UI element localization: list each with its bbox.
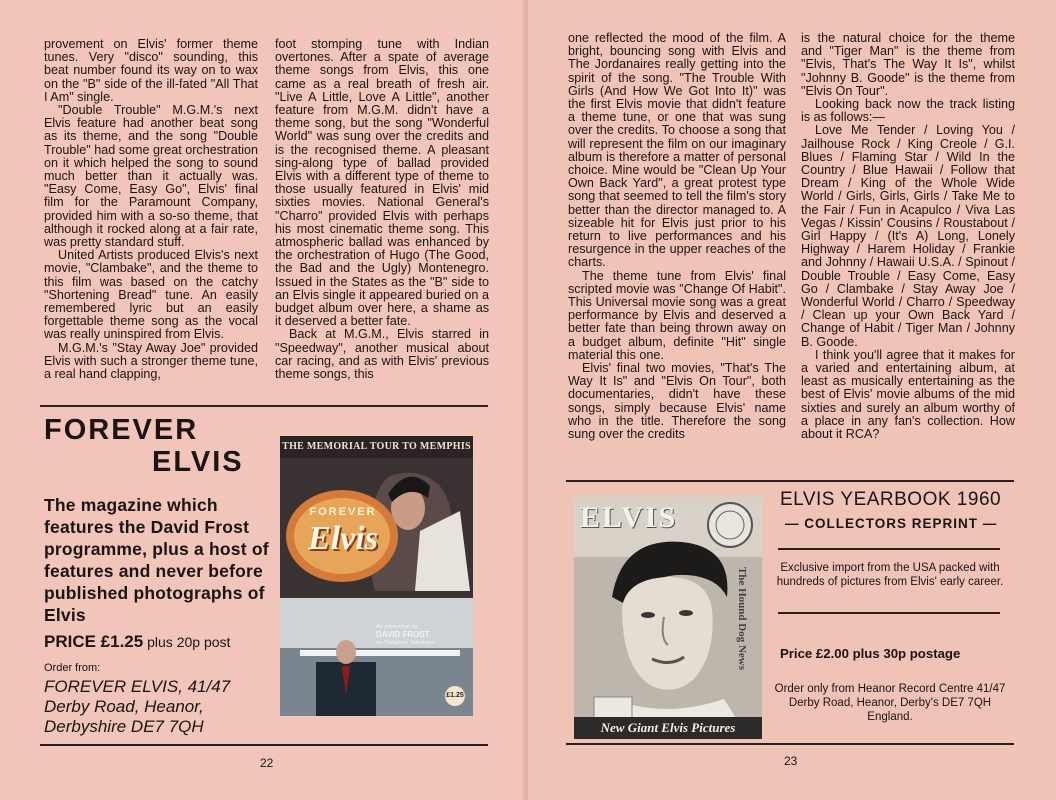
article-paragraph: Love Me Tender / Loving You / Jailhouse Rock / King Creole / G.I. Blues / Flaming Star / Wild In the Country / Blue Hawaii / Follow that Dream / King of the Whole Wide World / Girls, Girls, Girls / Take Me to the Fair / Fun in Acapulco / Viva Las Vegas / Kissin' Cousins / Roustabout / Girl Happy / (It's A) Long, Lonely Highway / Harem Holiday / Frankie and Johnny / Hawaii U.S.A. / Spinout / Double Trouble / Easy Come, Easy Go / Clambake / Stay Away Joe / Wonderful World / Charro / Speedway / Clean up your Own Back Yard / Change of Habit / Tiger Man / Johnny B. Goode. (801, 123, 1015, 349)
forever-elvis-description: The magazine which features the David Frost programme, plus a host of features and never before published photographs of Elvis (44, 495, 269, 625)
forever-elvis-order-label: Order from: (44, 662, 101, 674)
cover-presented-by (376, 624, 435, 647)
article-paragraph: Looking back now the track listing is as follows:— (801, 97, 1015, 125)
article-divider (40, 405, 488, 407)
cover-presented-small: As presented by (376, 624, 418, 630)
yearbook-ad-title: ELVIS YEARBOOK 1960 (780, 489, 1002, 510)
article-paragraph: United Artists produced Elvis's next movie, "Clambake", and the theme to this film was based on the catchy "Shortening Bread" tune. An easily remembered lyric but an easily forgettable theme song as the vocal was really uninspired from Elvis. (44, 248, 258, 342)
right-article-divider (566, 480, 1014, 482)
address-line: FOREVER ELVIS, 41/47 (44, 677, 231, 696)
yearbook-ad-subtitle: — COLLECTORS REPRINT — (785, 516, 998, 531)
cover-presented-name-text: DAVID FROST (376, 630, 430, 639)
article-paragraph: provement on Elvis' former theme tunes. Very "disco" sounding, this beat number found its way on to wax on the "B" side of the ill-fated "All That I Am" single. (44, 37, 258, 104)
forever-elvis-price-post: plus 20p post (143, 634, 231, 650)
left-page-column-2 (275, 38, 489, 381)
article-paragraph: M.G.M.'s "Stay Away Joe" provided Elvis with such a stronger theme tune, a real hand clapping, (44, 340, 258, 382)
forever-elvis-address (44, 677, 284, 737)
yearbook-cover-image (574, 497, 762, 739)
yearbook-cover-masthead: ELVIS (580, 501, 678, 534)
article-paragraph: is the natural choice for the theme and "Tiger Man" is the theme from "Elvis, That's The Way It Is", whilst "Johnny B. Goode" is the theme from "Elvis On Tour". (801, 31, 1015, 98)
right-page-column-2 (801, 32, 1015, 441)
yearbook-rule-1 (778, 548, 1000, 550)
address-line: Derbyshire DE7 7QH (44, 717, 204, 736)
forever-elvis-cover-image (280, 436, 473, 716)
cover-logo-forever: FOREVER (309, 506, 377, 518)
forever-elvis-title-line2: ELVIS (152, 446, 244, 478)
forever-elvis-price (44, 632, 230, 652)
cover-header-text: THE MEMORIAL TOUR TO MEMPHIS (282, 441, 471, 452)
page-number-right: 23 (784, 754, 798, 768)
yearbook-ad-price: Price £2.00 plus 30p postage (780, 646, 961, 661)
article-paragraph: I think you'll agree that it makes for a varied and entertaining album, at least as musically entertaining as the best of Elvis' movie albums of the mid sixties and surely an album worthy of a place in any fan's collection. How about it RCA? (801, 347, 1015, 442)
article-paragraph: foot stomping tune with Indian overtones. After a spate of average theme songs from Elvis, this one came as a real breath of fresh air. "Live A Little, Love A Little", another feature from M.G.M. didn't have a theme song, but the song "Wonderful World" was sung over the credits and is the recognised theme. A pleasant sing-along type of ballad provided Elvis with a different type of theme to those usually featured in Elvis' mid sixties movies. National General's "Charro" provided Elvis with perhaps his most cinematic theme song. This atmospheric ballad was enhanced by the orchestration of Hugo (The Good, the Bad and the Ugly) Montenegro. Issued in the States as the "B" side to an Elvis single it appeared buried on a budget album over here, a shame as it deserved a better fate. (275, 37, 489, 329)
article-paragraph: Elvis' final two movies, "That's The Way It Is" and "Elvis On Tour", both documentaries, didn't have these songs, simply because Elvis' name who in the title. Therefore the song sung over the credits (568, 361, 786, 442)
left-page-column-1 (44, 38, 258, 381)
cover-price-badge: £1.25 (445, 686, 465, 706)
yearbook-rule-2 (778, 612, 1000, 614)
article-paragraph: Back at M.G.M., Elvis starred in "Speedway", another musical about car racing, and as with Elvis' previous theme songs, this (275, 327, 489, 382)
article-paragraph: "Double Trouble" M.G.M.'s next Elvis feature had another beat song as its theme, and the song "Double Trouble" had some great orchestration on it which helped the song to sound much better than it actually was. "Easy Come, Easy Go", Elvis' final film for the Paramount Company, provided him with a so-so theme, that although it rocked along at a fair rate, was pretty standard stuff. (44, 103, 259, 250)
yearbook-ad-order-info: Order only from Heanor Record Centre 41/47 Derby Road, Heanor, Derby's DE7 7QH England. (774, 683, 1006, 723)
forever-elvis-title-line1: FOREVER (44, 414, 199, 446)
yearbook-cover-caption: New Giant Elvis Pictures (574, 717, 762, 739)
cover-presented-name (376, 631, 435, 640)
cover-art (280, 436, 473, 716)
address-line: Derby Road, Heanor, (44, 697, 204, 716)
yearbook-ad-description: Exclusive import from the USA packed with hundreds of pictures from Elvis' early career. (776, 562, 1004, 588)
cover-presented-tv: on Yorkshire Television (376, 640, 435, 646)
article-paragraph: one reflected the mood of the film. A bright, bouncing song with Elvis and The Jordanaires really getting into the spirit of the song. "The Trouble With Girls (And How We Got Into It)" was the first Elvis movie that didn't feature a theme tune, or one that was sung over the credits. To choose a song that will represent the film on our imaginary album is therefore a matter of personal choice. Mine would be "Clean Up Your Own Back Yard", a great protest type song that seemed to tell the film's story better than the director managed to. A sizeable hit for Elvis just prior to his return to live performances and his resurgence in the upper reaches of the charts. (568, 31, 786, 270)
article-paragraph: The theme tune from Elvis' final scripted movie was "Change Of Habit". This Universal movie song was a great performance by Elvis and deserved a better fate than being thrown away on a budget album, definite "Hit" single material this one. (568, 268, 786, 362)
forever-elvis-price-main: PRICE £1.25 (44, 632, 144, 651)
right-page-column-1 (568, 32, 786, 441)
page-number-left: 22 (260, 756, 274, 770)
cover-logo-elvis: Elvis (308, 520, 378, 557)
right-footer-rule (566, 743, 1014, 745)
footer-rule (40, 744, 488, 746)
yearbook-cover-side-text: The Hound Dog News (736, 567, 748, 670)
